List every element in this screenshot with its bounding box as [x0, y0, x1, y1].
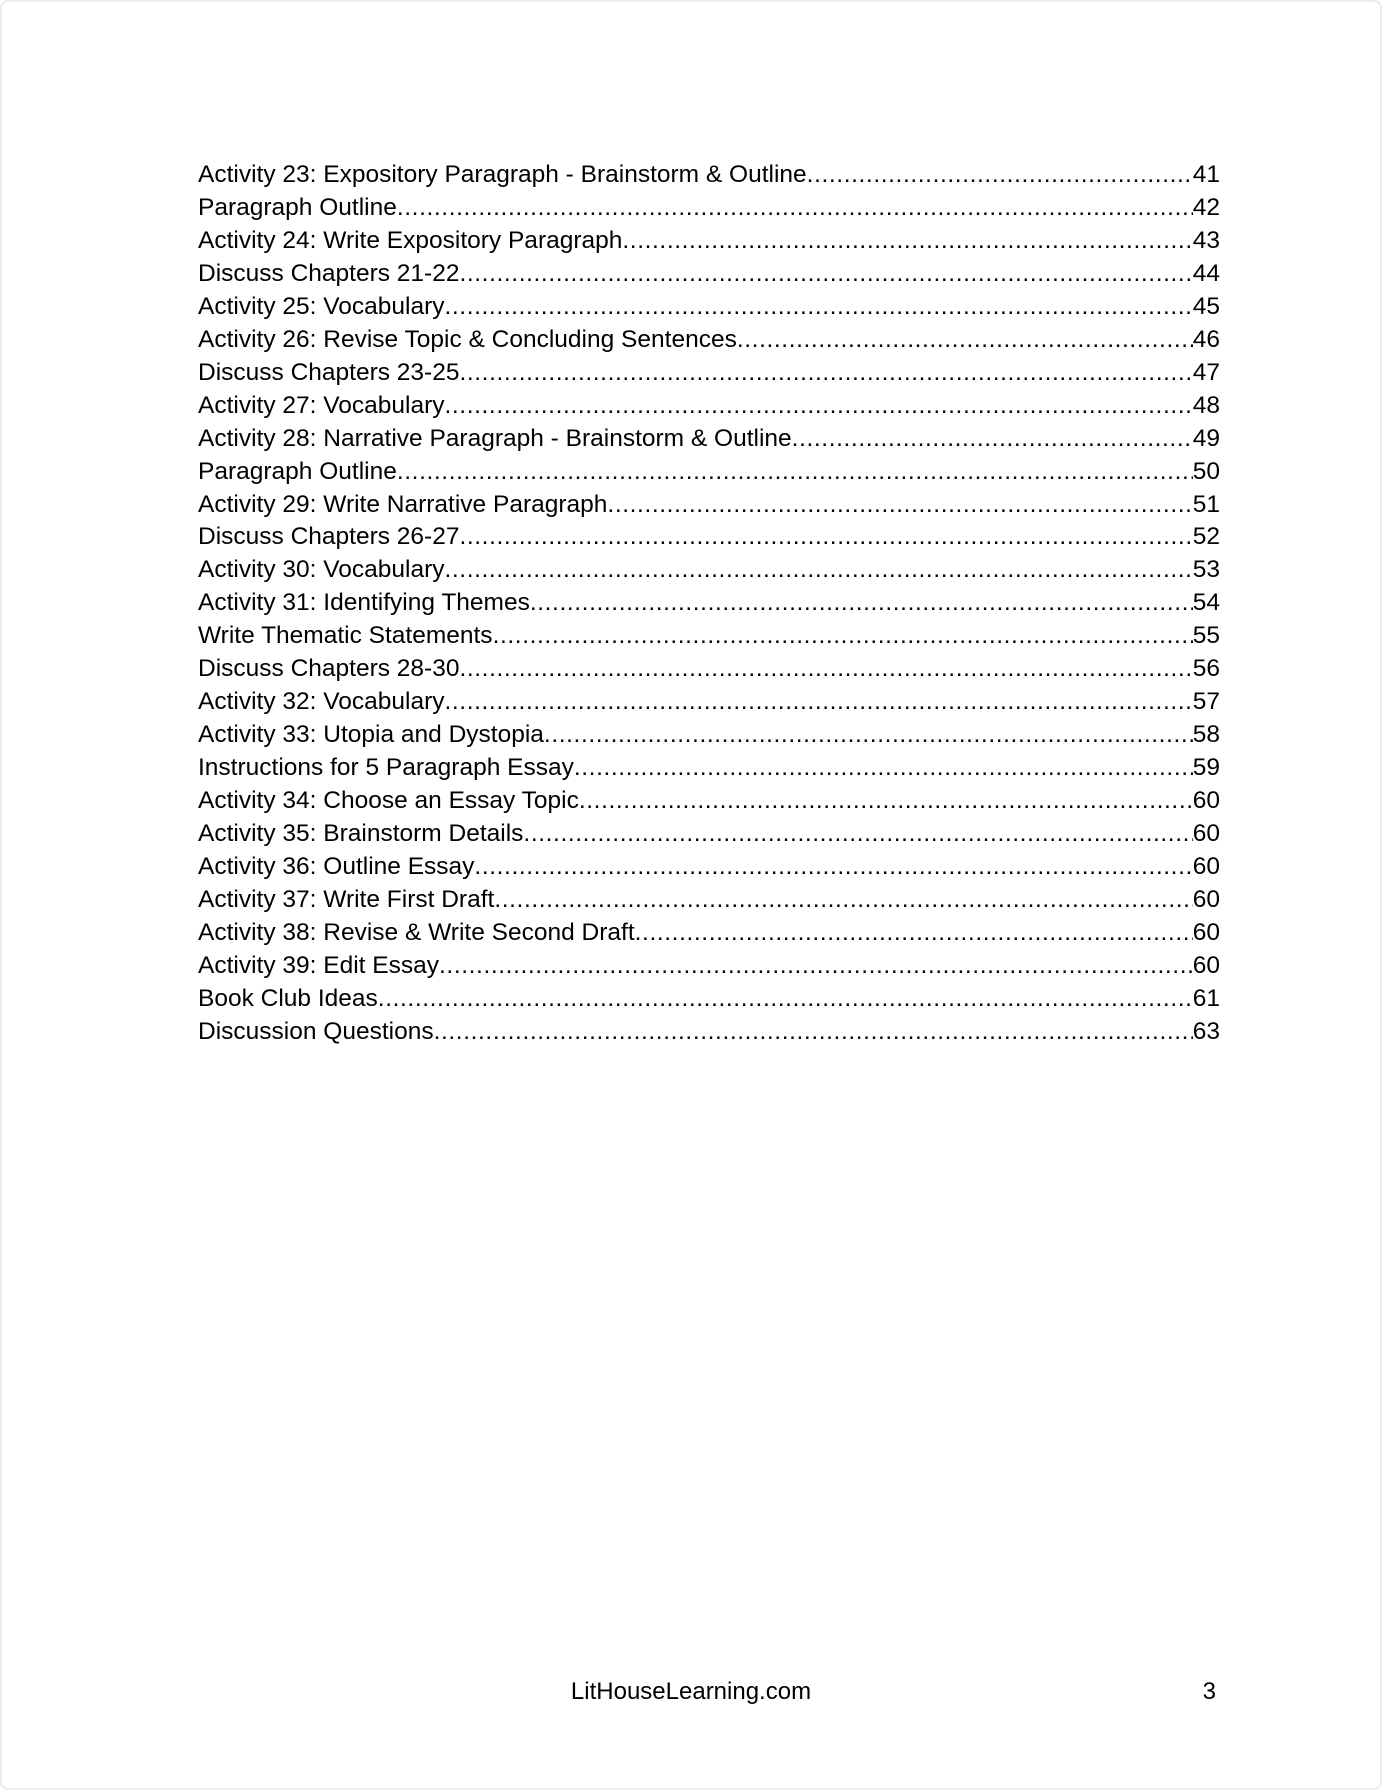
toc-entry-title: Activity 27: Vocabulary [198, 391, 445, 419]
toc-leader-dots [439, 950, 1193, 983]
toc-entry [198, 653, 1220, 686]
toc-entry-title: Activity 31: Identifying Themes [198, 589, 530, 617]
toc-entry-page: 49 [1192, 424, 1220, 452]
toc-entry-page: 60 [1192, 787, 1220, 815]
toc-entry-page: 60 [1192, 885, 1220, 913]
toc-leader-dots [397, 456, 1193, 489]
toc-entry-title: Discuss Chapters 28-30 [198, 655, 460, 683]
toc-entry-title: Activity 34: Choose an Essay Topic [198, 787, 579, 815]
toc-leader-dots [607, 489, 1192, 522]
toc-entry-title: Activity 30: Vocabulary [198, 556, 445, 584]
toc-entry [198, 950, 1220, 983]
toc-entry [198, 818, 1220, 851]
toc-entry-title: Activity 33: Utopia and Dystopia [198, 721, 544, 749]
toc-leader-dots [459, 521, 1192, 554]
toc-entry-title: Activity 37: Write First Draft [198, 885, 495, 913]
toc-entry-title: Activity 29: Write Narrative Paragraph [198, 490, 608, 518]
toc-entry [198, 357, 1220, 390]
toc-entry-title: Paragraph Outline [198, 193, 397, 221]
toc-entry-page: 55 [1192, 622, 1220, 650]
toc-entry [198, 554, 1220, 587]
toc-entry [198, 489, 1220, 522]
toc-entry [198, 423, 1220, 456]
toc-entry-title: Paragraph Outline [198, 457, 397, 485]
toc-entry [198, 192, 1220, 225]
toc-leader-dots [807, 159, 1193, 192]
toc-entry-page: 57 [1192, 688, 1220, 716]
toc-entry-page: 47 [1192, 358, 1220, 386]
toc-entry-page: 51 [1192, 490, 1220, 518]
toc-entry-page: 42 [1192, 193, 1220, 221]
toc-entry-page: 60 [1192, 951, 1220, 979]
toc-entry-page: 60 [1192, 853, 1220, 881]
toc-entry-title: Discuss Chapters 21-22 [198, 259, 460, 287]
toc-leader-dots [574, 752, 1193, 785]
toc-entry-page: 58 [1192, 721, 1220, 749]
toc-entry [198, 752, 1220, 785]
toc-leader-dots [635, 917, 1193, 950]
toc-leader-dots [459, 258, 1192, 291]
toc-entry [198, 983, 1220, 1016]
toc-leader-dots [792, 423, 1193, 456]
toc-entry-page: 61 [1192, 984, 1220, 1012]
toc-entry-page: 48 [1192, 391, 1220, 419]
toc-leader-dots [434, 1016, 1193, 1049]
toc-entry-page: 54 [1192, 589, 1220, 617]
toc-entry-title: Discuss Chapters 23-25 [198, 358, 460, 386]
footer-site-url: LitHouseLearning.com [570, 1678, 812, 1705]
toc-leader-dots [474, 851, 1192, 884]
toc-leader-dots [444, 390, 1192, 423]
toc-entry-page: 41 [1192, 161, 1220, 188]
toc-entry [198, 785, 1220, 818]
toc-entry-title: Book Club Ideas [198, 984, 378, 1012]
toc-entry [198, 258, 1220, 291]
toc-entry-page: 60 [1192, 820, 1220, 848]
toc-entry-page: 63 [1192, 1017, 1220, 1045]
toc-entry-title: Write Thematic Statements [198, 622, 493, 650]
toc-leader-dots [737, 324, 1193, 357]
toc-entry-title: Activity 39: Edit Essay [198, 951, 440, 979]
toc-leader-dots [444, 686, 1192, 719]
toc-entry-page: 50 [1192, 457, 1220, 485]
toc-entry [198, 620, 1220, 653]
toc-entry [198, 1016, 1220, 1049]
toc-entry-page: 43 [1192, 226, 1220, 254]
toc-entry [198, 291, 1220, 324]
footer-page-number: 3 [1202, 1678, 1216, 1705]
toc-leader-dots [459, 357, 1192, 390]
page-footer [2, 1675, 1380, 1709]
toc-entry [198, 851, 1220, 884]
toc-leader-dots [493, 620, 1193, 653]
toc-entry-title: Activity 24: Write Expository Paragraph [198, 226, 623, 254]
toc-leader-dots [622, 225, 1192, 258]
toc-entry-page: 44 [1192, 259, 1220, 287]
toc-entry-title: Activity 26: Revise Topic & Concluding Sentences [198, 325, 737, 353]
toc-entry-title: Activity 38: Revise & Write Second Draft [198, 918, 635, 946]
toc-leader-dots [459, 653, 1192, 686]
toc-entry-page: 53 [1192, 556, 1220, 584]
toc-entry [198, 225, 1220, 258]
toc-entry-title: Activity 36: Outline Essay [198, 853, 475, 881]
toc-leader-dots [544, 719, 1193, 752]
toc-leader-dots [523, 818, 1192, 851]
toc-entry-title: Instructions for 5 Paragraph Essay [198, 754, 574, 782]
toc-entry-page: 45 [1192, 292, 1220, 320]
toc-entry-title: Activity 35: Brainstorm Details [198, 820, 524, 848]
toc-entry-page: 52 [1192, 523, 1220, 551]
toc-entry-page: 60 [1192, 918, 1220, 946]
toc-entry-title: Discuss Chapters 26-27 [198, 523, 460, 551]
toc-entry [198, 884, 1220, 917]
toc-entry [198, 456, 1220, 489]
toc-leader-dots [378, 983, 1193, 1016]
toc-entry-title: Activity 25: Vocabulary [198, 292, 445, 320]
toc-leader-dots [530, 587, 1193, 620]
table-of-contents [198, 159, 1220, 1049]
toc-entry [198, 719, 1220, 752]
toc-leader-dots [444, 291, 1192, 324]
toc-leader-dots [397, 192, 1193, 225]
toc-entry-page: 46 [1192, 325, 1220, 353]
toc-entry-page: 56 [1192, 655, 1220, 683]
toc-entry [198, 917, 1220, 950]
toc-entry [198, 390, 1220, 423]
toc-leader-dots [444, 554, 1192, 587]
toc-leader-dots [579, 785, 1193, 818]
toc-leader-dots [494, 884, 1192, 917]
toc-entry [198, 587, 1220, 620]
toc-entry-title: Discussion Questions [198, 1017, 434, 1045]
toc-entry [198, 686, 1220, 719]
toc-entry-title: Activity 23: Expository Paragraph - Brainstorm & Outline [198, 161, 807, 188]
toc-entry-title: Activity 32: Vocabulary [198, 688, 445, 716]
toc-entry-title: Activity 28: Narrative Paragraph - Brainstorm & Outline [198, 424, 792, 452]
toc-entry [198, 521, 1220, 554]
toc-entry [198, 159, 1220, 192]
toc-entry [198, 324, 1220, 357]
toc-entry-page: 59 [1192, 754, 1220, 782]
